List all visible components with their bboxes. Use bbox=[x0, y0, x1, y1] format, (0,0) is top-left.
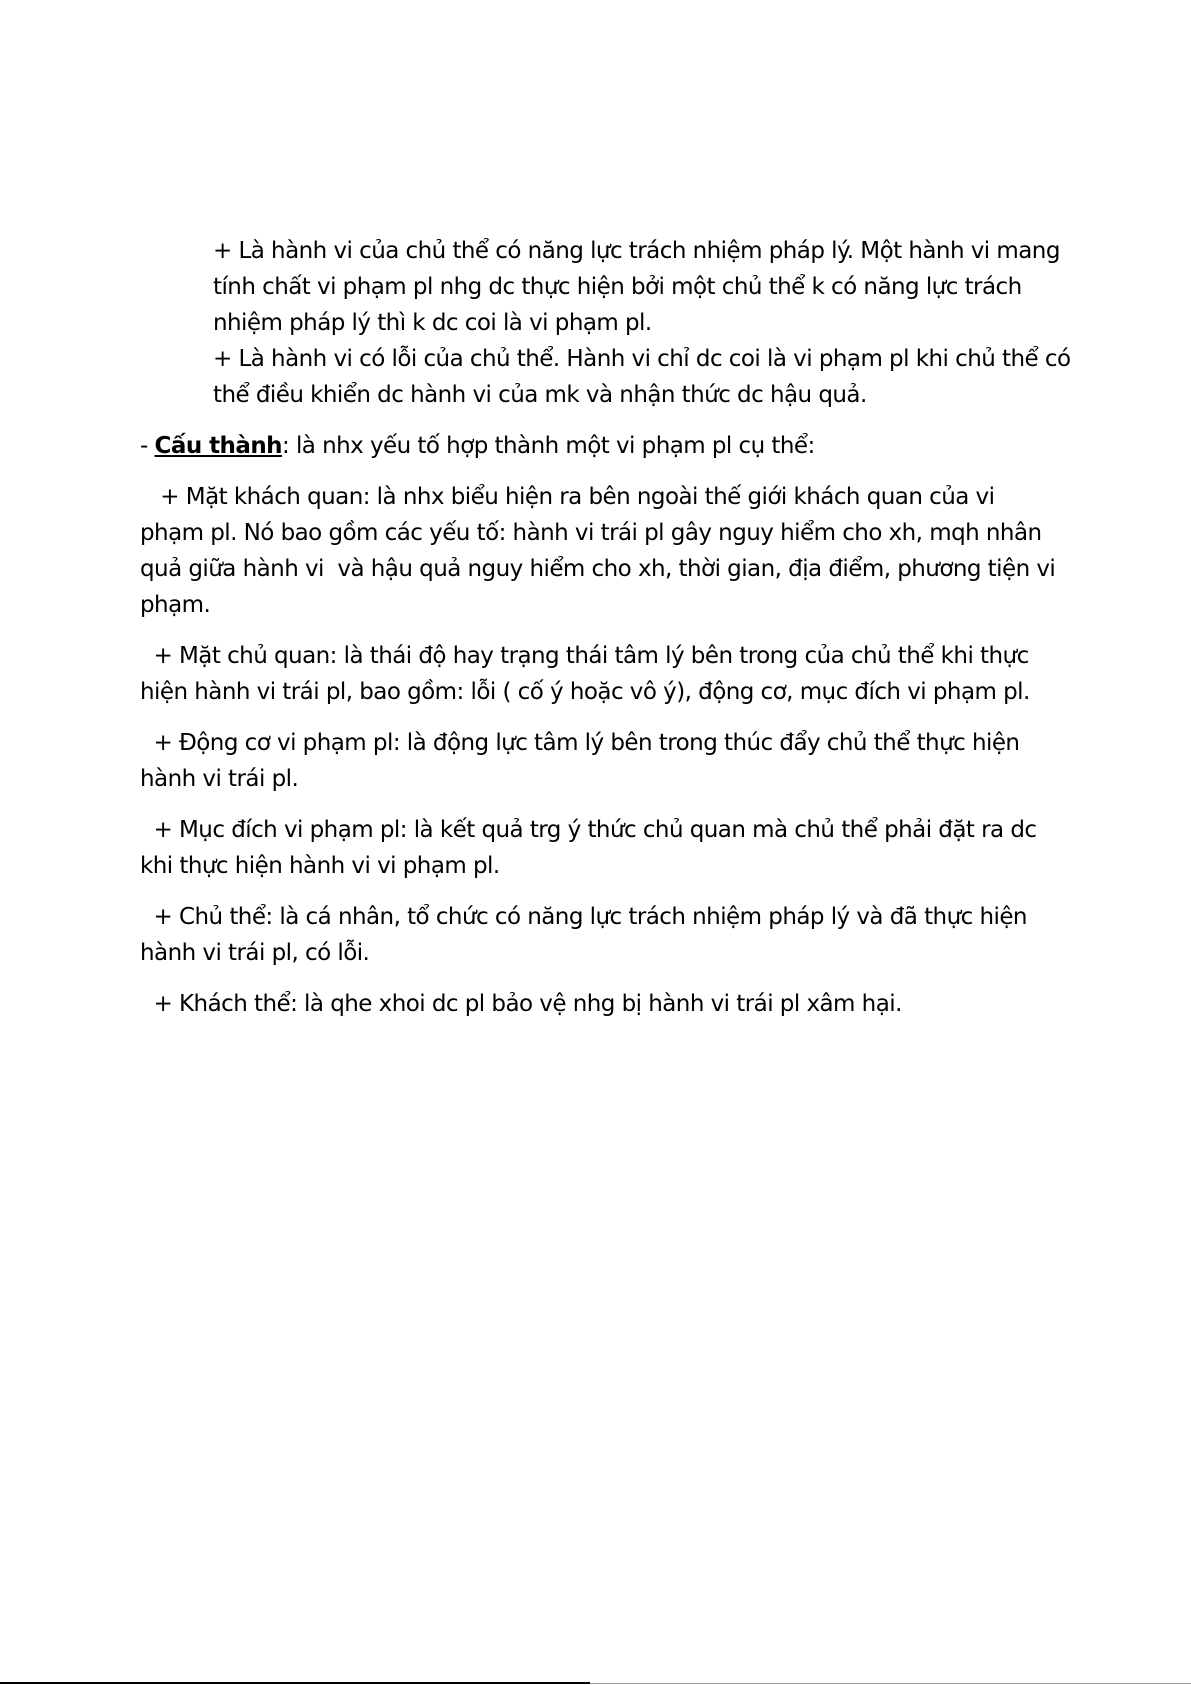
section-term: Cấu thành bbox=[154, 433, 282, 459]
element-motive: + Động cơ vi phạm pl: là động lực tâm lý bên trong thúc đẩy chủ thể thực hiện hành vi trái pl. bbox=[140, 730, 1027, 792]
section-prefix: - bbox=[140, 433, 155, 459]
section-definition: : là nhx yếu tố hợp thành một vi phạm pl cụ thể: bbox=[281, 433, 815, 459]
indented-conditions-block bbox=[213, 233, 1073, 413]
element-purpose: + Mục đích vi phạm pl: là kết quả trg ý thức chủ quan mà chủ thể phải đặt ra dc khi thực hiện hành vi vi phạm pl. bbox=[140, 817, 1044, 879]
footer-rule-thin bbox=[590, 1683, 1191, 1684]
section-heading-line bbox=[140, 428, 1060, 464]
element-subject: + Chủ thể: là cá nhân, tổ chức có năng lực trách nhiệm pháp lý và đã thực hiện hành vi trái pl, có lỗi. bbox=[140, 904, 1034, 966]
structure-section bbox=[140, 428, 1063, 1037]
element-subjective-aspect: + Mặt chủ quan: là thái độ hay trạng thái tâm lý bên trong của chủ thể khi thực hiện hành vi trái pl, bao gồm: lỗi ( cố ý hoặc vô ý), động cơ, mục đích vi phạm pl. bbox=[140, 643, 1036, 705]
element-objective-aspect: + Mặt khách quan: là nhx biểu hiện ra bên ngoài thế giới khách quan của vi phạm pl. Nó bao gồm các yếu tố: hành vi trái pl gây nguy hiểm cho xh, mqh nhân quả giữa hành vi và hậu quả nguy hiểm cho xh, thời gian, địa điểm, phương tiện vi phạm. bbox=[140, 484, 1063, 618]
condition-paragraph-fault: + Là hành vi có lỗi của chủ thể. Hành vi chỉ dc coi là vi phạm pl khi chủ thể có thể điều khiển dc hành vi của mk và nhận thức dc hậu quả. bbox=[213, 346, 1071, 408]
condition-paragraph-capacity: + Là hành vi của chủ thể có năng lực trách nhiệm pháp lý. Một hành vi mang tính chất vi phạm pl nhg dc thực hiện bởi một chủ thể k có năng lực trách nhiệm pháp lý thì k dc coi là vi phạm pl. bbox=[213, 238, 1060, 336]
element-object: + Khách thể: là qhe xhoi dc pl bảo vệ nhg bị hành vi trái pl xâm hại. bbox=[140, 991, 902, 1017]
footer-rule bbox=[0, 1682, 590, 1684]
